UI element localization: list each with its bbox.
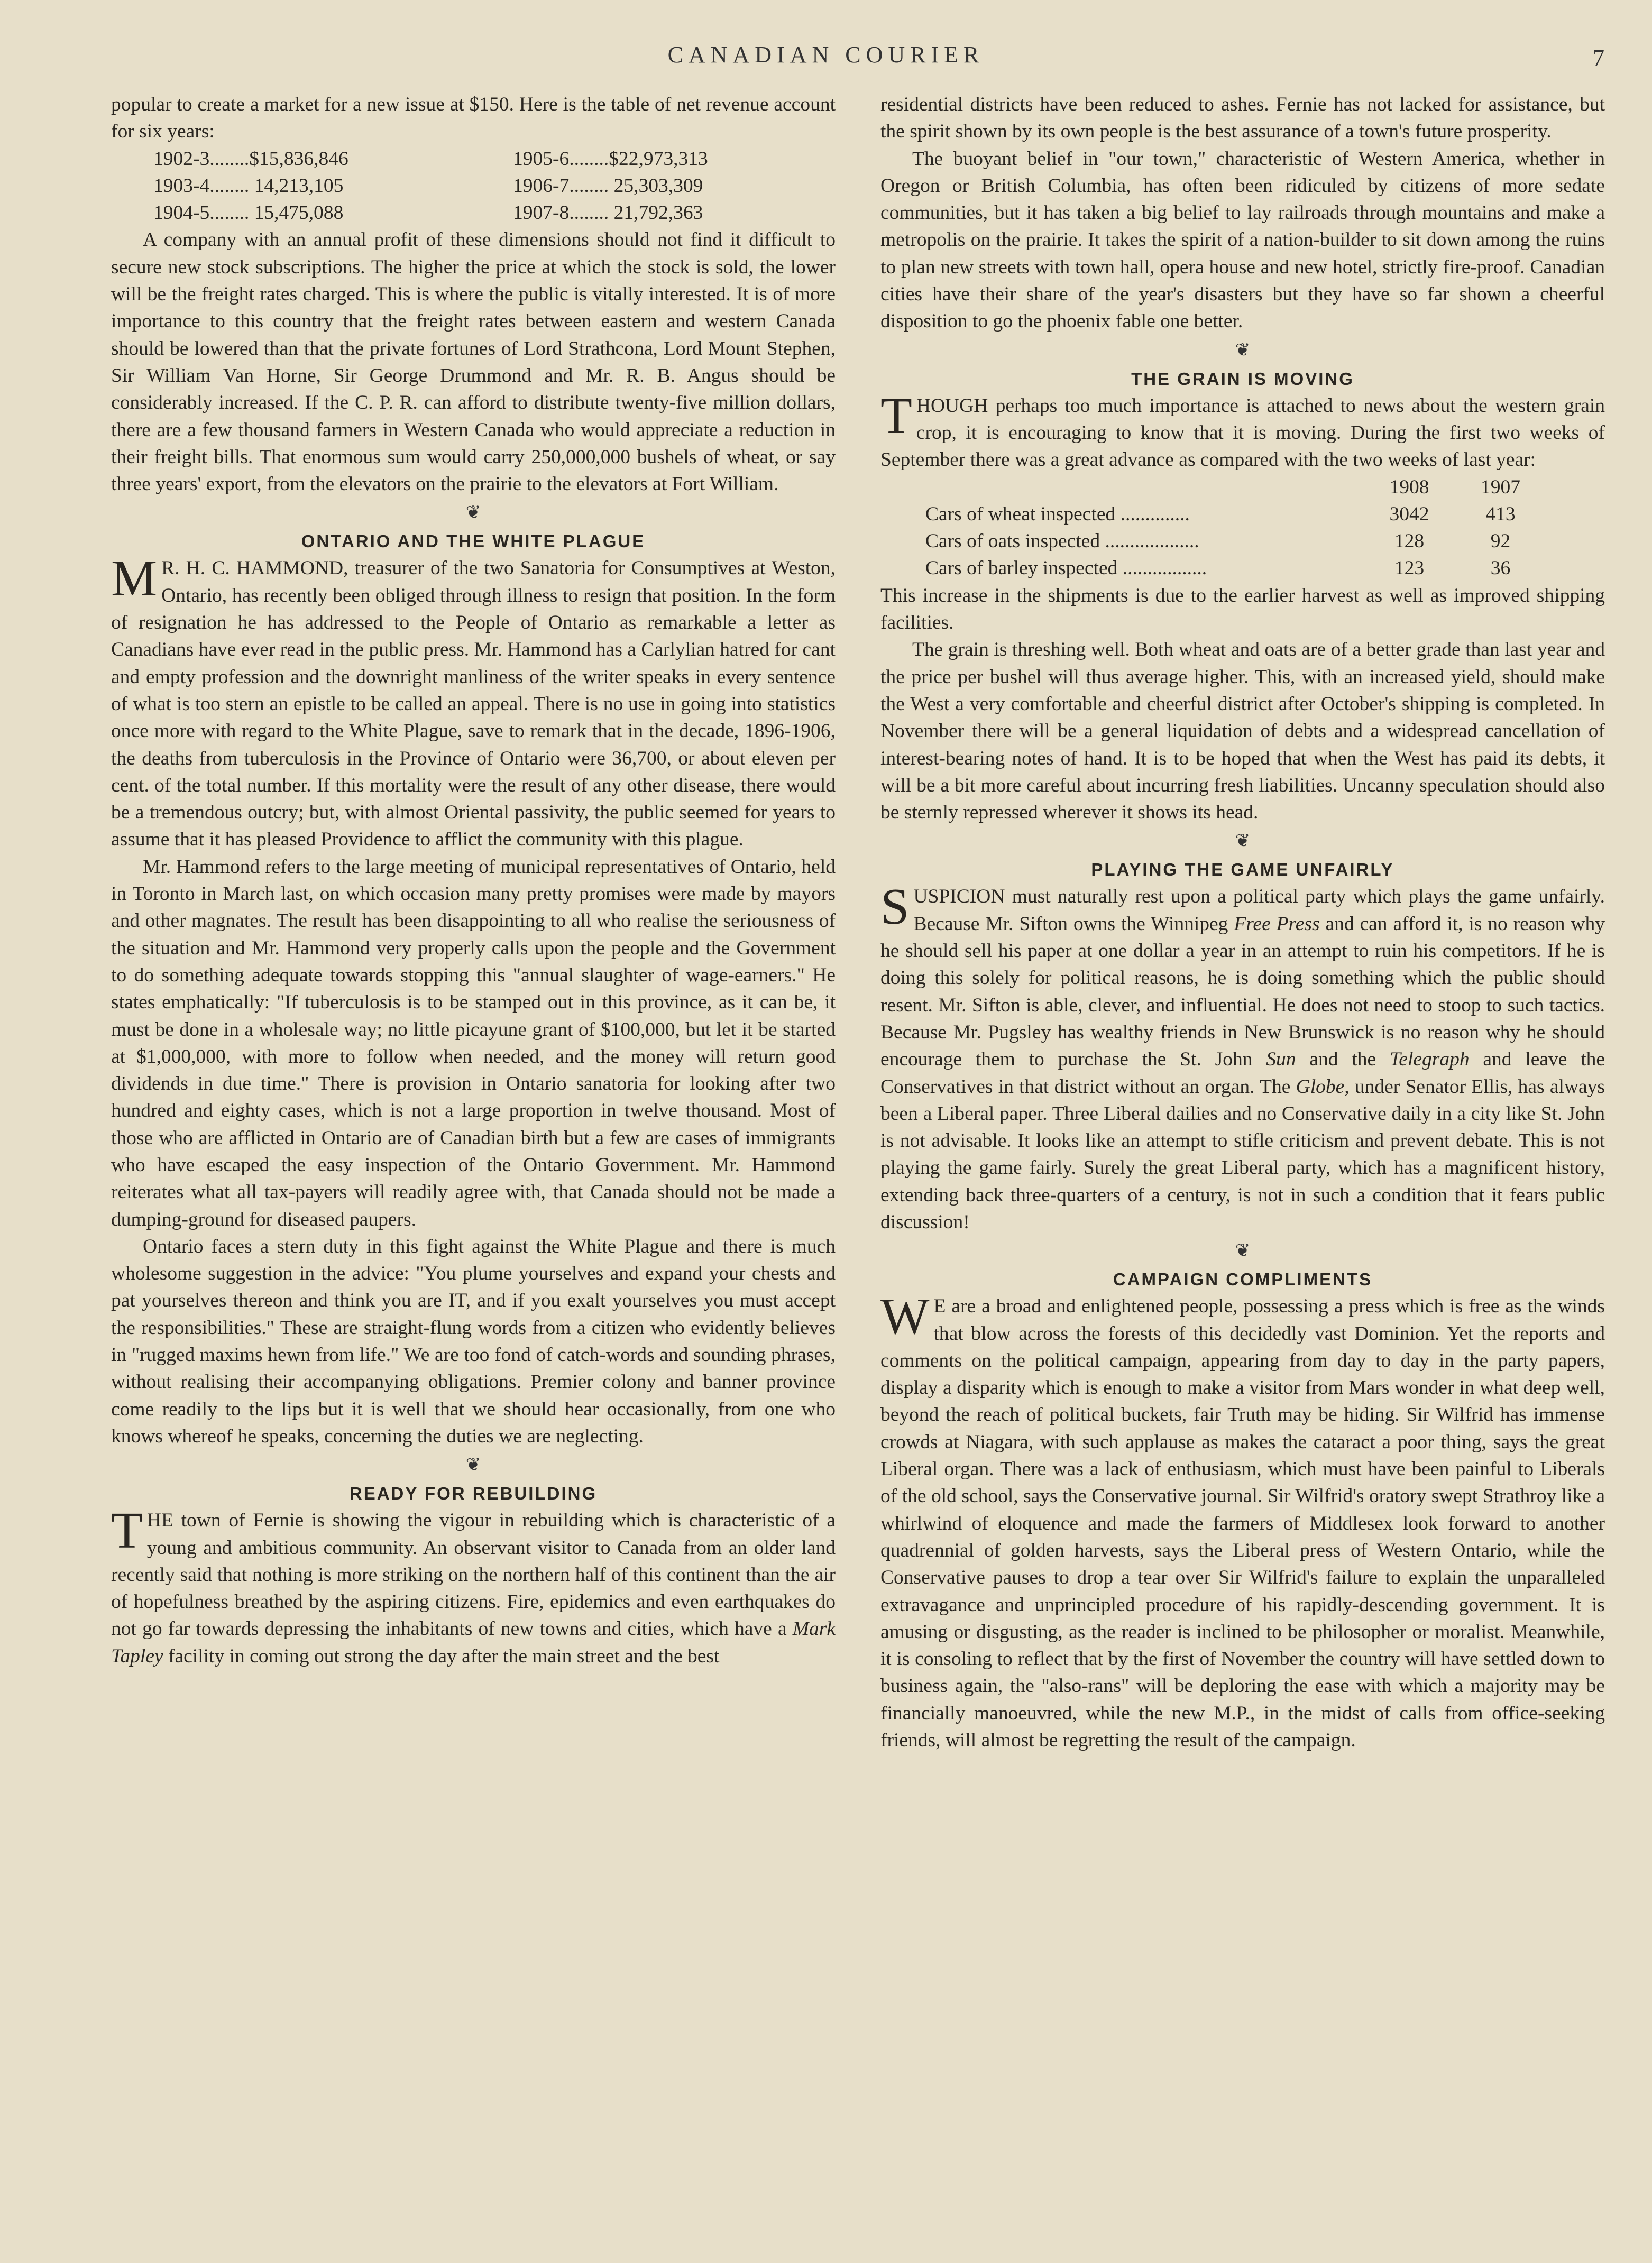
grain-value: 413 (1485, 503, 1516, 525)
cpr-paragraph: A company with an annual profit of these dimensions should not find it difficult to secure new stock subscriptions. The higher the price at which the stock is sold, the lower will be the freight rates charged. This is where the public is vitally interested. It is of more importance to this country that the freight rates between eastern and western Canada should be lowered than that the private fortunes of Lord Strathcona, Lord Mount Stephen, Sir William Van Horne, Sir George Drummond and Mr. R. B. Angus should be considerably increased. If the C. P. R. can afford to distribute twenty-five million dollars, there are a few thousand farmers in Western Canada who would appreciate a reduction in their freight bills. That enormous sum would carry 250,000,000 bushels of wheat, or say three years' export, from the elevators on the prairie to the elevators at Fort William. (111, 229, 836, 495)
grain-value: 123 (1394, 557, 1425, 579)
fleuron-ornament: ❦ (1235, 340, 1251, 360)
grain-paragraph-1 (880, 387, 1605, 474)
lead-in: E (933, 1295, 946, 1318)
campaign-text: are a broad and enlightened people, possessing a press which is free as the winds that blow across the forests of this decidedly vast Dominion. Yet the reports and comments on the political campaign, appearing from day to day in the party papers, display a disparity which is enough to make a visitor from Mars wonder in what deep well, beyond the reach of political buckets, fair Truth may be hiding. Sir Wilfrid has immense crowds at Niagara, with such applause as makes the cataract a poor thing, says the great Liberal organ. There was a lack of enthusiasm, which must have been painful to Liberals of the old school, says the Conservative journal. Sir Wilfrid's oratory swept Strathroy like a whirlwind of eloquence and made the farmers of Middlesex look forward to another quadrennial of golden harvests, says the Liberal press of Western Ontario, while the Conservative pauses to drop a tear over Sir Wilfrid's failure to explain the unparalleled extravagance and unprincipled procedure of his rapidly-descending government. It is amusing or disgusting, as the reader is inclined to be philosopher or moralist. Meanwhile, it is consoling to reflect that by the first of November the country will have settled down to business again, the "also-rans" will be deploring the ease with which a majority may be financially manoeuvred, while the new M.P., in the midst of calls from office-seeking friends, will almost be regretting the result of the campaign. (880, 1295, 1605, 1752)
lead-in: R. H. C. HAMMOND, (161, 557, 348, 579)
grain-table-row (880, 501, 1605, 528)
revenue-cell: 1905-6........$22,973,313 (513, 148, 708, 170)
intro-paragraph: popular to create a market for a new issue at $150. Here is the table of net revenue account for six years: (111, 94, 836, 143)
newspaper-name: Telegraph (1389, 1048, 1470, 1071)
lead-in: HE (146, 1510, 173, 1532)
grain-text: perhaps too much importance is attached to news about the western grain crop, it is encouraging to know that it is moving. During the first two weeks of September there was a great advance as compared with the two weeks of last year: (880, 394, 1605, 471)
plague-text: treasurer of the two Sanatoria for Consumptives at Weston, Ontario, has recently been obliged through illness to resign that position. In the form of resignation he has addressed to the People of Ontario as remarkable a letter as Canadians have ever read in the public press. Mr. Hammond has a Carlylian hatred for cant and empty profession and the downright manliness of the writer speaks in every sentence of what is too stern an epistle to be called an appeal. There is no use in going into statistics once more with regard to the White Plague, save to remark that in the decade, 1896-1906, the deaths from tuberculosis in the Province of Ontario were 36,700, or about eleven per cent. of the total number. If this mortality were the result of any other disease, there would be a tremendous outcry; but, with almost Oriental passivity, the public seemed for years to assume that it has pleased Providence to afflict the community with this plague. (111, 557, 836, 851)
grain-value: 3042 (1389, 503, 1429, 525)
grain-row-label: Cars of barley inspected ................. (925, 557, 1207, 579)
drop-cap: S (880, 878, 910, 936)
lead-in: HOUGH (916, 394, 988, 417)
grain-row-label: Cars of wheat inspected .............. (925, 503, 1190, 525)
year-header: 1908 (1389, 476, 1429, 498)
grain-table-row (880, 555, 1605, 582)
drop-cap: W (880, 1288, 930, 1346)
section-heading-grain: THE GRAIN IS MOVING (1131, 369, 1354, 389)
italic-phrase: Mark Tapley (111, 1618, 836, 1667)
grain-value: 92 (1490, 530, 1511, 553)
page-number: 7 (1593, 45, 1604, 71)
section-heading-rebuilding: READY FOR REBUILDING (349, 1484, 598, 1504)
lead-in: USPICION (913, 886, 1005, 908)
revenue-cell: 1906-7........ 25,303,309 (513, 174, 703, 197)
drop-cap: T (111, 1502, 143, 1560)
grain-table (880, 474, 1605, 582)
section-heading-white-plague: ONTARIO AND THE WHITE PLAGUE (301, 531, 646, 551)
revenue-cell: 1904-5........ 15,475,088 (153, 202, 344, 224)
unfair-text: and can afford it, is no reason why he should sell his paper at one dollar a year in an attempt to ruin his competitors. If he is doing this solely for political reasons, he is doing something which the public should resent. Mr. Sifton is able, clever, and influential. He does not need to stoop to such tactics. Because Mr. Pugsley has wealthy friends in New Brunswick is no reason why he should encourage them to purchase the St. John (880, 913, 1605, 1071)
rebuilding-paragraph-1 (111, 1502, 836, 1670)
right-column (880, 91, 1605, 1754)
fleuron-ornament: ❦ (465, 503, 481, 523)
unfair-paragraph (880, 878, 1605, 1236)
grain-table-row (880, 528, 1605, 555)
grain-paragraph-3: The grain is threshing well. Both wheat and oats are of a better grade than last year and the price per bushel will thus average higher. This, with an increased yield, should make the West a very comfortable and cheerful district after October's shipping is completed. In November there will be a general liquidation of debts and a widespread cancellation of interest-bearing notes of hand. It is to be hoped that when the West has paid its debts, it will be a bit more careful about incurring fresh liabilities. Uncanny speculation should also be sternly repressed wherever it shows its head. (880, 639, 1605, 824)
unfair-text: and the (1309, 1048, 1376, 1071)
unfair-text: under Senator Ellis, has always been a Liberal paper. Three Liberal dailies and no Conservative daily in a city like St. John is not advisable. It looks like an attempt to stifle criticism and prevent debate. This is not playing the game fairly. Surely the great Liberal party, which has a magnificent history, extending back three-quarters of a century, is not in such a condition that it fears public discussion! (880, 1075, 1605, 1233)
revenue-cell: 1903-4........ 14,213,105 (153, 174, 344, 197)
grain-value: 128 (1394, 530, 1425, 553)
plague-paragraph-2: Mr. Hammond refers to the large meeting of municipal representatives of Ontario, held in Toronto in March last, on which occasion many pretty promises were made by mayors and other magnates. The result has been disappointing to all who realise the seriousness of the situation and Mr. Hammond very properly calls upon the people and the Government to do something adequate towards stopping this "annual slaughter of wage-earners." He states emphatically: "If tuberculosis is to be stamped out in this province, as it can be, it must be done in a wholesale way; no little picayune grant of $100,000, but let it be started at $1,000,000, with more to follow when needed, and the money will return good dividends in due time." There is provision in Ontario sanatoria for looking after two hundred and eighty cases, which is not a large proportion in twelve thousand. Most of those who are afflicted in Ontario are of Canadian birth but a few are cases of immigrants who have escaped the easy inspection of the Ontario Government. Mr. Hammond reiterates what all tax-payers will readily agree with, that Canada should not be made a dumping-ground for diseased paupers. (111, 855, 836, 1230)
unfair-text: must naturally rest upon a political party which plays the game unfairly. Because Mr. Sifton owns the Winnipeg (913, 886, 1605, 935)
campaign-paragraph (880, 1288, 1605, 1754)
revenue-table (153, 145, 836, 227)
revenue-cell: 1902-3........$15,836,846 (153, 148, 348, 170)
fleuron-ornament: ❦ (465, 1455, 481, 1475)
rebuilding-paragraph-2: The buoyant belief in "our town," characteristic of Western America, whether in Oregon or British Columbia, has often been ridiculed by citizens of more sedate communities, but it has taken a big belief to lay railroads through mountains and make a metropolis on the prairie. It takes the spirit of a nation-builder to sit down among the ruins to plan new streets with town hall, opera house and new hotel, strictly fire-proof. Canadian cities have their share of the year's disasters but they have so far shown a cheerful disposition to go the phoenix fable one better. (880, 148, 1605, 333)
grain-row-label: Cars of oats inspected ................... (925, 530, 1199, 553)
newspaper-name: Globe, (1296, 1075, 1350, 1098)
rebuilding-continued: residential districts have been reduced to ashes. Fernie has not lacked for assistance, but the spirit shown by its own people is the best assurance of a town's future prosperity. (880, 94, 1605, 143)
section-heading-campaign: CAMPAIGN COMPLIMENTS (1113, 1270, 1373, 1290)
revenue-cell: 1907-8........ 21,792,363 (513, 202, 703, 224)
drop-cap: T (880, 387, 912, 445)
newspaper-name: Free Press (1234, 913, 1320, 935)
unfair-text: and leave the Conservatives in that district without an organ. The (880, 1048, 1605, 1098)
left-column (111, 91, 836, 1670)
grain-label-spacer (880, 474, 1367, 501)
drop-cap: M (111, 550, 158, 608)
plague-paragraph-1 (111, 550, 836, 853)
rebuilding-text: facility in coming out strong the day after the main street and the best (168, 1645, 720, 1667)
running-header: CANADIAN COURIER (667, 42, 985, 68)
newspaper-name: Sun (1266, 1048, 1296, 1071)
rebuilding-text: town of Fernie is showing the vigour in rebuilding which is characteristic of a young and ambitious community. An observant visitor to Canada from an older land recently said that nothing is more striking on the northern half of this continent than the air of hopefulness breathed by the aspiring citizens. Fire, epidemics and even earthquakes do not go far towards depressing the inhabitants of new towns and cities, which have a (111, 1510, 836, 1640)
grain-value: 36 (1490, 557, 1511, 579)
fleuron-ornament: ❦ (1235, 831, 1251, 851)
section-heading-unfair: PLAYING THE GAME UNFAIRLY (1091, 860, 1394, 880)
year-header: 1907 (1481, 476, 1520, 498)
grain-paragraph-2: This increase in the shipments is due to the earlier harvest as well as improved shipping facilities. (880, 584, 1605, 634)
grain-table-header (880, 474, 1605, 501)
plague-paragraph-3: Ontario faces a stern duty in this fight against the White Plague and there is much wholesome suggestion in the advice: "You plume yourselves and expand your chests and pat yourselves thereon and think you are IT, and if you exalt yourselves you must accept the responsibilities." These are straight-flung words from a citizen who evidently believes in "rugged maxims hewn from life." We are too fond of catch-words and sounding phrases, without realising their accompanying obligations. Premier colony and banner province come readily to the lips but it is well that we should hear occasionally, from one who knows whereof he speaks, concerning the duties we are neglecting. (111, 1235, 836, 1447)
fleuron-ornament: ❦ (1235, 1241, 1251, 1261)
